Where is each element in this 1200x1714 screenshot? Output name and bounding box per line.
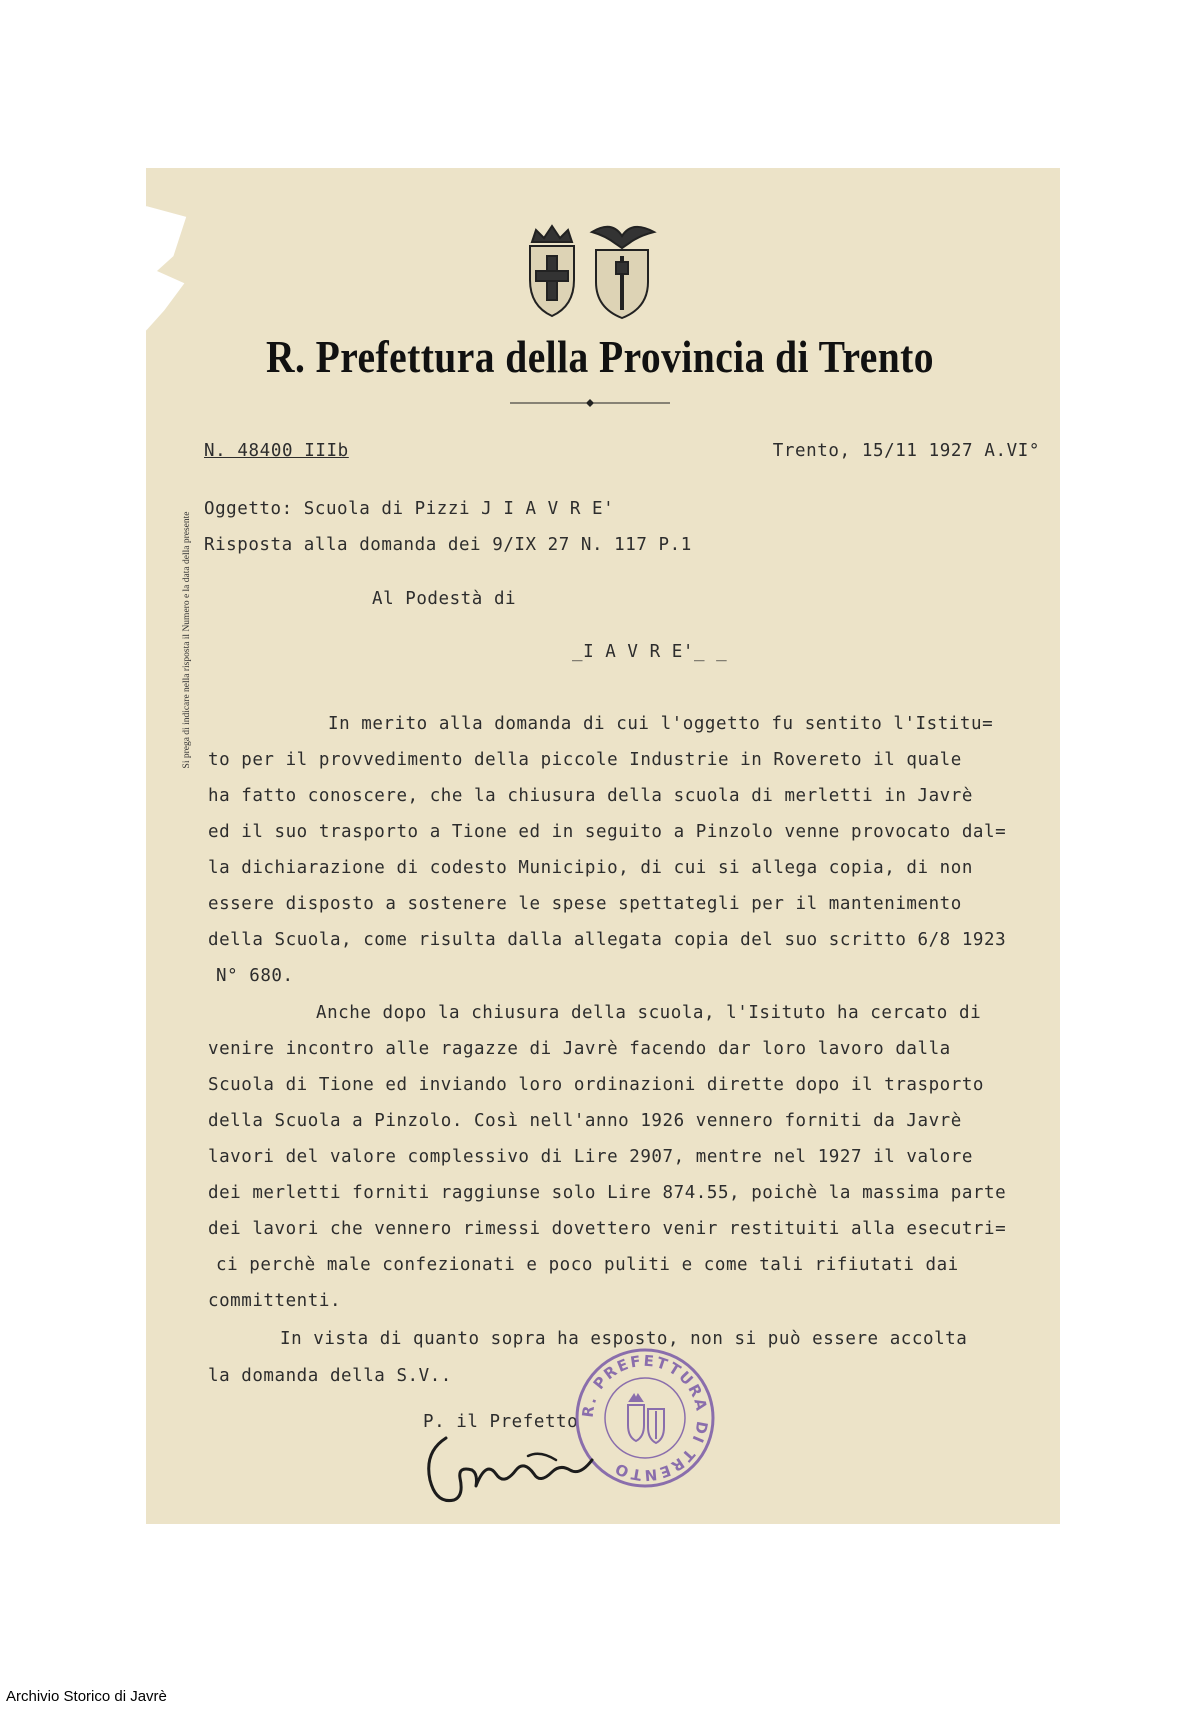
subject-line: Oggetto: Scuola di Pizzi J I A V R E' bbox=[204, 499, 615, 519]
body-line: della Scuola a Pinzolo. Così nell'anno 1926 vennero forniti da Javrè bbox=[208, 1111, 962, 1131]
stamp-text: R. PREFETTURA DI TRENTO bbox=[578, 1351, 712, 1485]
margin-note: Si prega di indicare nella risposta il Numero e la data della presente bbox=[182, 511, 192, 769]
body-line: essere disposto a sostenere le spese spettategli per il mantenimento bbox=[208, 894, 962, 914]
letterhead-title: R. Prefettura della Provincia di Trento bbox=[266, 331, 934, 382]
body-line: la dichiarazione di codesto Municipio, di cui si allega copia, di non bbox=[208, 858, 973, 878]
body-line: Anche dopo la chiusura della scuola, l'Isituto ha cercato di bbox=[316, 1003, 982, 1023]
title-ornament bbox=[510, 398, 670, 408]
body-line: ed il suo trasporto a Tione ed in seguito a Pinzolo venne provocato dal= bbox=[208, 822, 1007, 842]
body-line: In merito alla domanda di cui l'oggetto fu sentito l'Istitu= bbox=[328, 714, 994, 734]
body-line: to per il provvedimento della piccole Industrie in Rovereto il quale bbox=[208, 750, 962, 770]
handwritten-signature bbox=[420, 1430, 620, 1512]
body-line: della Scuola, come risulta dalla allegata copia del suo scritto 6/8 1923 bbox=[208, 930, 1007, 950]
body-line: ha fatto conoscere, che la chiusura della scuola di merletti in Javrè bbox=[208, 786, 973, 806]
body-line: In vista di quanto sopra ha esposto, non si può essere accolta bbox=[280, 1329, 968, 1349]
archive-caption: Archivio Storico di Javrè bbox=[6, 1688, 167, 1705]
recipient-salutation: Al Podestà di bbox=[372, 589, 517, 609]
protocol-number: N. 48400 IIIb bbox=[204, 441, 349, 461]
body-line: N° 680. bbox=[216, 966, 294, 986]
coat-of-arms-icon bbox=[522, 220, 662, 320]
body-line: lavori del valore complessivo di Lire 2907, mentre nel 1927 il valore bbox=[208, 1147, 973, 1167]
body-line: ci perchè male confezionati e poco puliti e come tali rifiutati dai bbox=[216, 1255, 959, 1275]
body-line: venire incontro alle ragazze di Javrè facendo dar loro lavoro dalla bbox=[208, 1039, 951, 1059]
body-line: la domanda della S.V.. bbox=[208, 1366, 452, 1386]
body-line: dei merletti forniti raggiunse solo Lire 874.55, poichè la massima parte bbox=[208, 1183, 1007, 1203]
body-line: Scuola di Tione ed inviando loro ordinazioni dirette dopo il trasporto bbox=[208, 1075, 985, 1095]
place-date: Trento, 15/11 1927 A.VI° bbox=[772, 441, 1040, 461]
body-line: committenti. bbox=[208, 1291, 342, 1311]
recipient-place: _I A V R E'_ _ bbox=[572, 642, 728, 662]
closing-line: P. il Prefetto bbox=[423, 1412, 579, 1432]
body-line: dei lavori che vennero rimessi dovettero venir restituiti alla esecutri= bbox=[208, 1219, 1007, 1239]
reference-line: Risposta alla domanda dei 9/IX 27 N. 117 P.1 bbox=[204, 535, 692, 555]
